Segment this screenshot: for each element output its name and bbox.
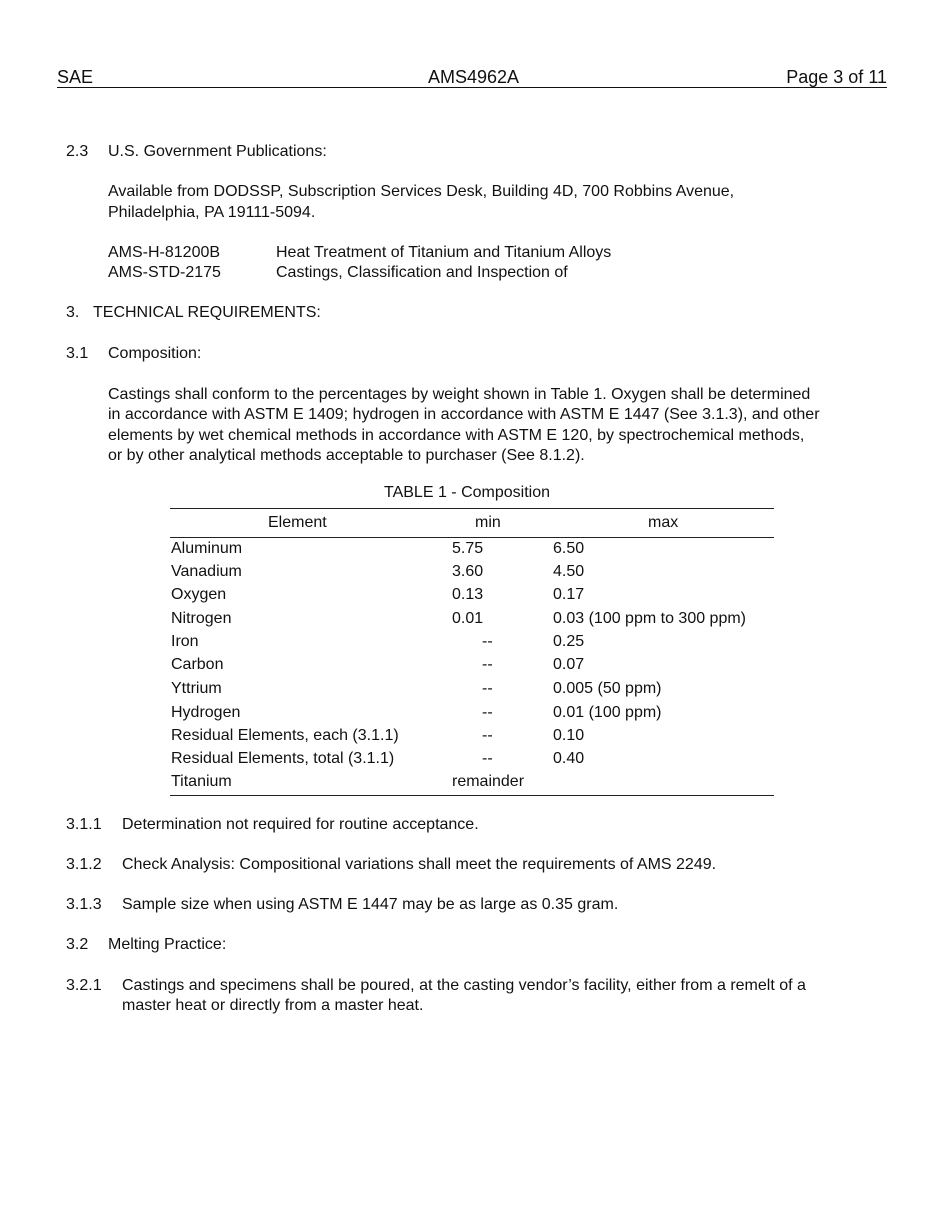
table-header-max: max xyxy=(648,514,679,531)
section-3-2-title: Melting Practice: xyxy=(108,936,227,953)
table-cell-element: Iron xyxy=(171,633,199,650)
table-cell-max: 0.005 (50 ppm) xyxy=(553,680,662,697)
table-bottom-rule xyxy=(170,795,774,796)
table-header-element: Element xyxy=(268,514,327,531)
table-header-rule xyxy=(170,537,774,538)
table-cell-max: 0.07 xyxy=(553,656,585,673)
table-top-rule xyxy=(170,508,774,509)
header-org: SAE xyxy=(57,67,94,87)
section-3-title: TECHNICAL REQUIREMENTS: xyxy=(93,304,321,321)
table-cell-max: 6.50 xyxy=(553,540,585,557)
table-cell-element: Titanium xyxy=(171,773,232,790)
section-3-1-body-line: or by other analytical methods acceptable to purchaser (See 8.1.2). xyxy=(108,447,585,464)
table-cell-min: remainder xyxy=(452,773,525,790)
header-rule xyxy=(57,87,887,88)
table-cell-element: Aluminum xyxy=(171,540,243,557)
table-cell-max: 0.03 (100 ppm to 300 ppm) xyxy=(553,610,747,627)
section-3-1-body-line: Castings shall conform to the percentages by weight shown in Table 1. Oxygen shall be determined xyxy=(108,386,811,403)
section-3-1-body-line: elements by wet chemical methods in accordance with ASTM E 120, by spectrochemical methods, xyxy=(108,427,805,444)
table-cell-element: Oxygen xyxy=(171,586,227,603)
reference-title: Heat Treatment of Titanium and Titanium Alloys xyxy=(276,244,612,261)
section-3-1-2-text: Check Analysis: Compositional variations shall meet the requirements of AMS 2249. xyxy=(122,856,717,873)
section-3-1-3-text: Sample size when using ASTM E 1447 may be as large as 0.35 gram. xyxy=(122,896,619,913)
table-cell-min: -- xyxy=(482,633,493,650)
table-cell-max: 0.17 xyxy=(553,586,585,603)
table-caption: TABLE 1 - Composition xyxy=(384,484,550,501)
section-3-2-1-number: 3.2.1 xyxy=(66,977,102,994)
table-cell-min: -- xyxy=(482,656,493,673)
table-cell-max: 0.40 xyxy=(553,750,585,767)
table-cell-max: 4.50 xyxy=(553,563,585,580)
reference-code: AMS-STD-2175 xyxy=(108,264,221,281)
section-3-1-1-text: Determination not required for routine acceptance. xyxy=(122,816,479,833)
table-cell-min: -- xyxy=(482,704,493,721)
header-page-number: Page 3 of 11 xyxy=(786,67,887,87)
table-cell-min: -- xyxy=(482,727,493,744)
table-cell-element: Hydrogen xyxy=(171,704,241,721)
section-3-1-3-number: 3.1.3 xyxy=(66,896,102,913)
section-2-3-number: 2.3 xyxy=(66,143,89,160)
table-cell-element: Yttrium xyxy=(171,680,222,697)
section-2-3-availability-line2: Philadelphia, PA 19111-5094. xyxy=(108,204,316,221)
section-3-2-1-line1: Castings and specimens shall be poured, at the casting vendor’s facility, either from a remelt of a xyxy=(122,977,806,994)
section-3-1-number: 3.1 xyxy=(66,345,89,362)
section-3-2-1-line2: master heat or directly from a master heat. xyxy=(122,997,424,1014)
reference-code: AMS-H-81200B xyxy=(108,244,221,261)
table-cell-min: 3.60 xyxy=(452,563,484,580)
section-3-1-1-number: 3.1.1 xyxy=(66,816,102,833)
section-2-3-title: U.S. Government Publications: xyxy=(108,143,327,160)
section-3-number: 3. xyxy=(66,304,80,321)
table-cell-max: 0.10 xyxy=(553,727,585,744)
table-cell-min: -- xyxy=(482,750,493,767)
table-cell-min: 0.01 xyxy=(452,610,484,627)
section-3-1-2-number: 3.1.2 xyxy=(66,856,102,873)
header-doc-number: AMS4962A xyxy=(428,67,520,87)
table-cell-element: Residual Elements, total (3.1.1) xyxy=(171,750,395,767)
table-cell-max: 0.01 (100 ppm) xyxy=(553,704,662,721)
section-3-1-title: Composition: xyxy=(108,345,202,362)
section-3-2-number: 3.2 xyxy=(66,936,89,953)
reference-title: Castings, Classification and Inspection of xyxy=(276,264,568,281)
table-cell-max: 0.25 xyxy=(553,633,585,650)
table-cell-element: Carbon xyxy=(171,656,224,673)
section-2-3-availability-line1: Available from DODSSP, Subscription Services Desk, Building 4D, 700 Robbins Avenue, xyxy=(108,183,735,200)
table-cell-element: Nitrogen xyxy=(171,610,232,627)
table-cell-element: Vanadium xyxy=(171,563,242,580)
section-3-1-body-line: in accordance with ASTM E 1409; hydrogen in accordance with ASTM E 1447 (See 3.1.3), and other xyxy=(108,406,820,423)
table-cell-min: 0.13 xyxy=(452,586,484,603)
table-cell-min: -- xyxy=(482,680,493,697)
table-header-min: min xyxy=(475,514,501,531)
table-cell-min: 5.75 xyxy=(452,540,484,557)
table-cell-element: Residual Elements, each (3.1.1) xyxy=(171,727,399,744)
